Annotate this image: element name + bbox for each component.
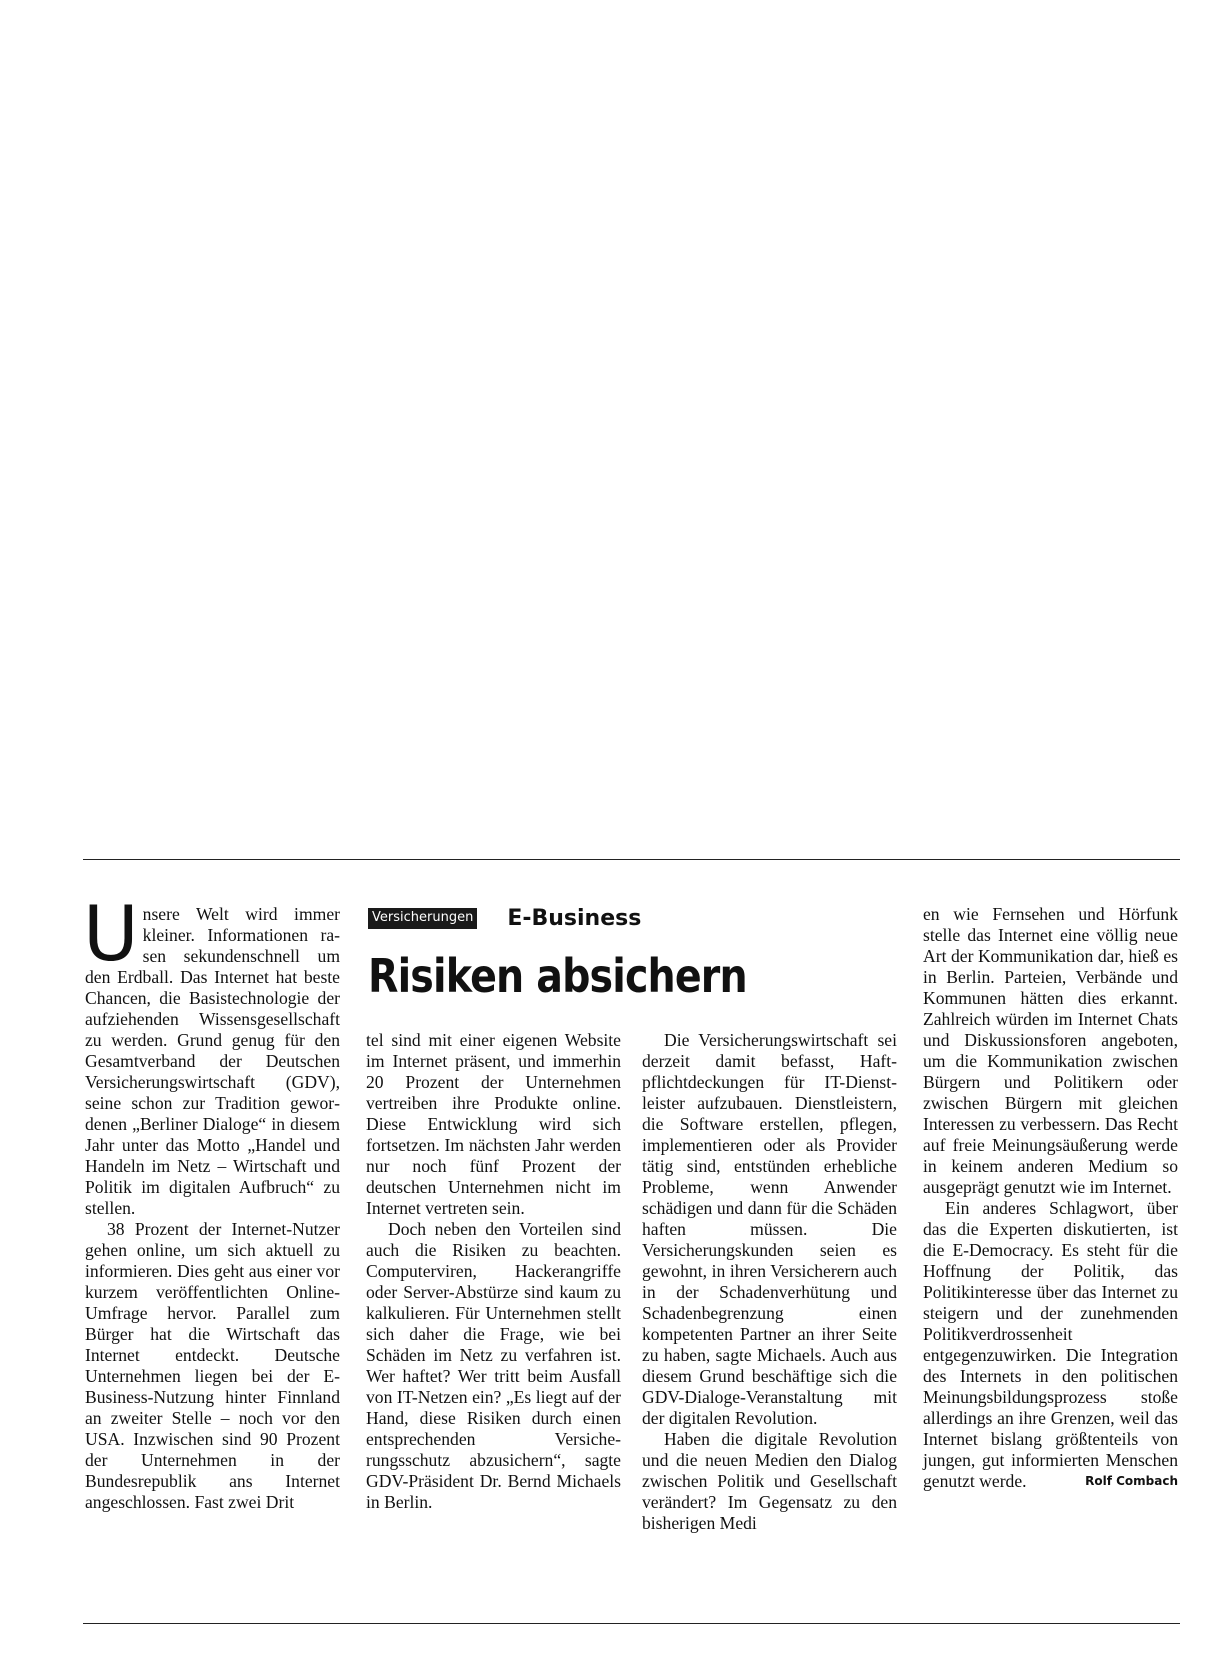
article-headline: Risiken absichern	[368, 949, 747, 1003]
bottom-rule	[83, 1623, 1180, 1624]
article-paragraph: tel sind mit einer eigenen Website im Internet präsent, und immerhin 20 Prozent der Unternehmen vertreiben ihre Produkte online. Diese Entwicklung wird sich fortsetzen. Im nächsten Jahr werden nur noch fünf Prozent der deutschen Unternehmen nicht im Internet vertreten sein.	[366, 1030, 621, 1218]
article-column-1	[83, 889, 340, 1513]
paragraph-text: Ein anderes Schlagwort, über das die Experten diskutierten, ist die E-Democracy. Es steht für die Hoffnung der Politik, das Politikinteresse über das Internet zu steigern und der zunehmenden Politikverdrossenheit entgegenzuwirken. Die Integration des Internets in den politischen Meinungsbildungsprozess stoße allerdings an ihre Grenzen, weil das Internet bislang größtenteils von jungen, gut informierten Menschen genutzt werde.	[923, 1198, 1178, 1491]
article-paragraph: Doch neben den Vorteilen sind auch die Risiken zu beachten. Computerviren, Hackerangriffe oder Server-Abstürze sind kaum zu kalkulieren. Für Unternehmen stellt sich daher die Frage, wie bei Schäden im Netz zu verfahren ist. Wer haftet? Wer tritt beim Ausfall von IT-Netzen ein? „Es liegt auf der Hand, diese Risiken durch einen entsprechenden Versicherungsschutz abzusichern“, sagte GDV-Präsident Dr. Bernd Michaels in Berlin.	[366, 1219, 621, 1512]
article-paragraph: en wie Fernsehen und Hörfunk stelle das Internet eine völlig neue Art der Kommunikation dar, hieß es in Berlin. Parteien, Verbände und Kommunen hätten dies erkannt. Zahlreich würden im Internet Chats und Diskussionsforen angeboten, um die Kommunikation zwischen Bürgern und Politikern oder zwischen Bürgern mit gleichen Interessen zu verbessern. Das Recht auf freie Meinungsäußerung werde in keinem anderen Medium so ausgeprägt genutzt wie im Internet.	[923, 904, 1178, 1197]
article-paragraph	[83, 889, 340, 1219]
paragraph-text: nsere Welt wird immer kleiner. Informationen rasen sekundenschnell um den Erdball. Das Internet hat beste Chancen, die Basistechnologie der aufziehenden Wissensgesellschaft zu werden. Grund genug für den Gesamtverband der Deutschen Versicherungswirtschaft (GDV), seine schon zur Tradition gewordenen „Berliner Dialoge“ in diesem Jahr unter das Motto „Handel und Handeln im Netz – Wirtschaft und Politik im digitalen Aufbruch“ zu stellen.	[85, 904, 340, 1218]
author-byline: Rolf Combach	[1085, 1474, 1178, 1488]
rubric-badge: Versicherungen	[368, 908, 477, 929]
article-column-2	[366, 1030, 621, 1513]
article-paragraph: 38 Prozent der Internet-Nutzer gehen online, um sich aktuell zu informieren. Dies geht aus einer vor kurzem veröffentlichten Online-Umfrage hervor. Parallel zum Bürger hat die Wirtschaft das Internet entdeckt. Deutsche Unternehmen liegen bei der E-Business-Nutzung hinter Finnland an zweiter Stelle – noch vor den USA. Inzwischen sind 90 Prozent der Unternehmen in der Bundesrepublik ans Internet angeschlossen. Fast zwei Drit	[85, 1219, 340, 1512]
article-paragraph: Die Versicherungswirtschaft sei derzeit damit befasst, Haftpflichtdeckungen für IT-Dienstleister aufzubauen. Dienstleistern, die Software erstellen, pflegen, implementieren oder als Provider tätig sind, entstünden erhebliche Probleme, wenn Anwender schädigen und dann für die Schäden haften müssen. Die Versicherungskunden seien es gewohnt, in ihren Versicherern auch in der Schadenverhütung und Schadenbegrenzung einen kompetenten Partner an ihrer Seite zu haben, sagte Michaels. Auch aus diesem Grund beschäftige sich die GDV-Dialoge-Veranstaltung mit der digitalen Revolution.	[642, 1030, 897, 1428]
topic-label: E-Business	[507, 905, 642, 931]
article-column-3	[642, 1030, 897, 1534]
drop-cap: U	[83, 889, 139, 978]
article-kicker	[368, 906, 641, 930]
top-rule	[83, 859, 1180, 860]
article-column-4	[923, 904, 1178, 1492]
article-paragraph: Haben die digitale Revolution und die neuen Medien den Dialog zwischen Politik und Gesellschaft verändert? Im Gegensatz zu den bisherigen Medi	[642, 1429, 897, 1533]
article-paragraph	[923, 1198, 1178, 1492]
